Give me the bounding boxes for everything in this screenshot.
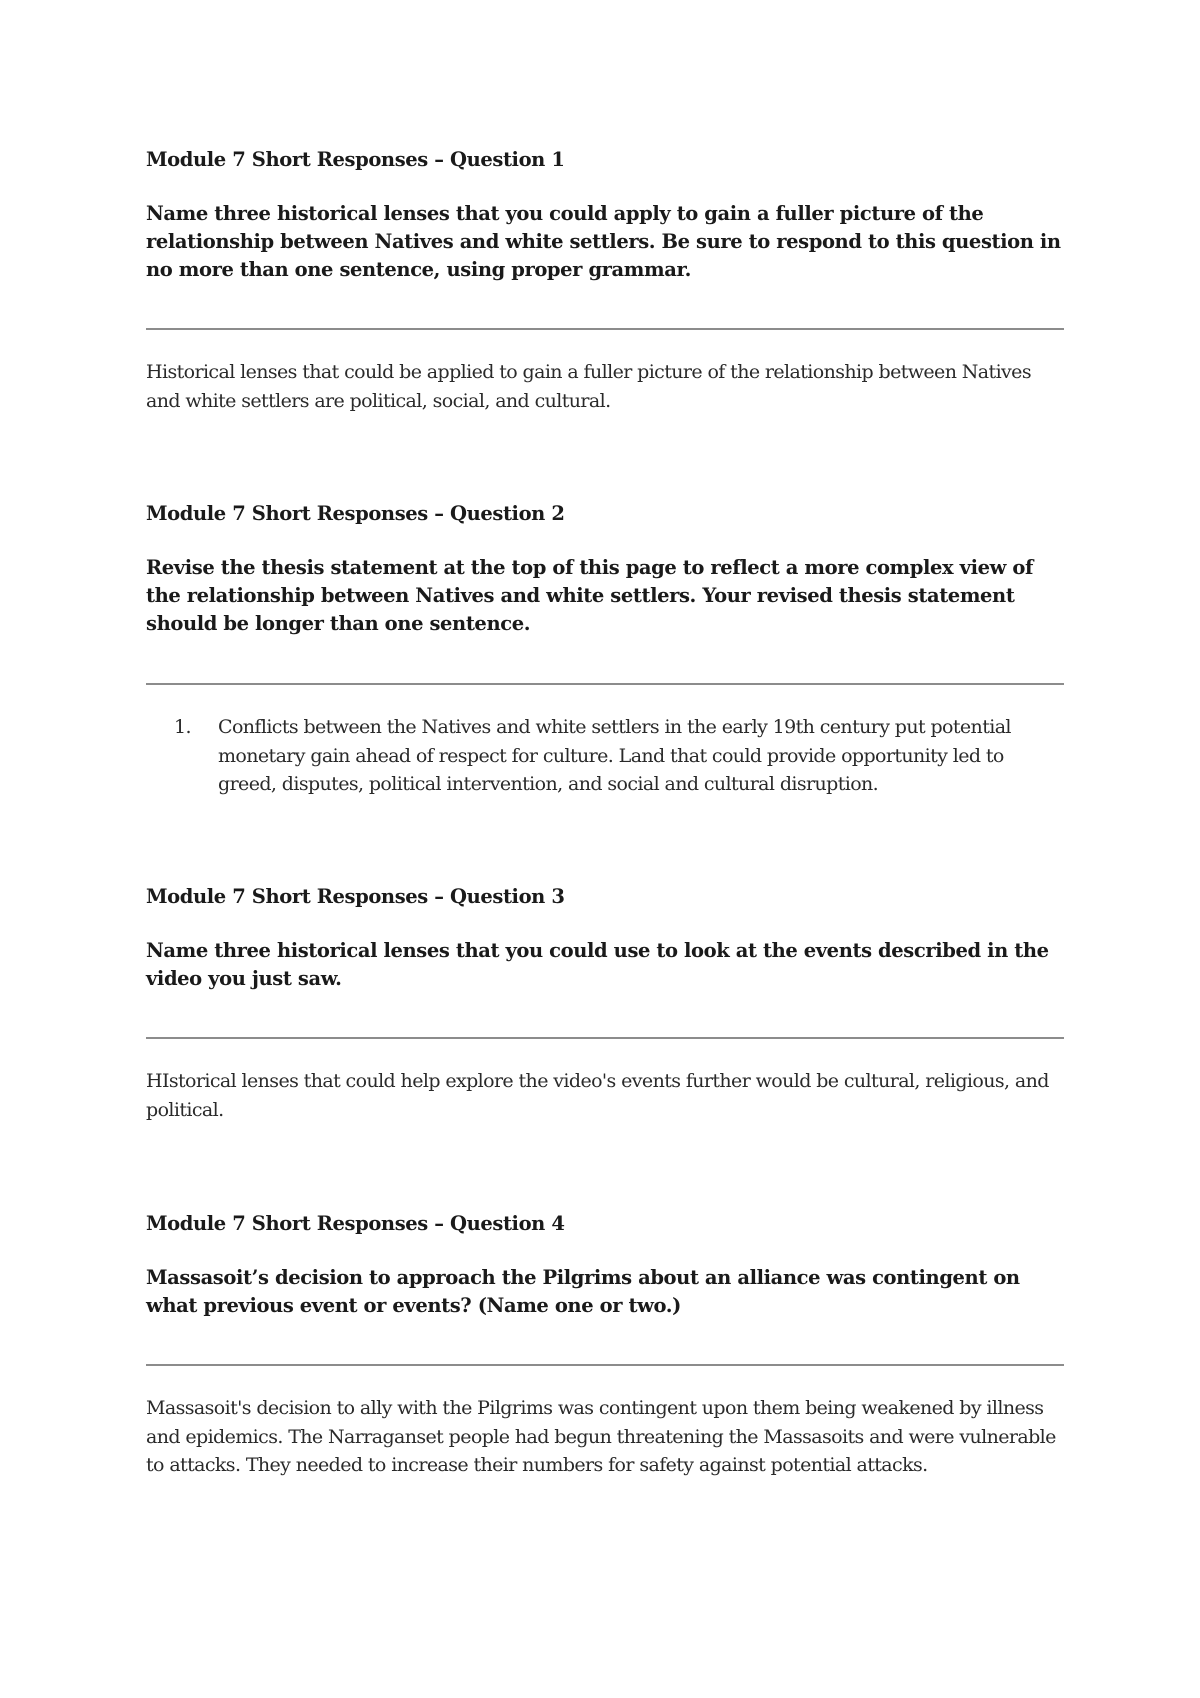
question-4-heading: Module 7 Short Responses – Question 4 <box>146 1212 565 1235</box>
question-1-divider <box>146 328 1064 330</box>
question-3-divider <box>146 1037 1064 1039</box>
question-1-answer[interactable]: Historical lenses that could be applied to gain a fuller picture of the relationship between Natives and white settlers are political, social, and cultural. <box>146 361 1031 412</box>
question-3-section <box>146 883 1064 993</box>
list-item[interactable] <box>146 713 1064 799</box>
question-2-prompt: Revise the thesis statement at the top of this page to reflect a more complex view of the relationship between Natives and white settlers. Your revised thesis statement should be longer than one sentence. <box>146 556 1033 635</box>
question-3-prompt: Name three historical lenses that you could use to look at the events described in the video you just saw. <box>146 939 1049 990</box>
question-1-prompt: Name three historical lenses that you could apply to gain a fuller picture of the relationship between Natives and white settlers. Be sure to respond to this question in no more than one sentence, using proper grammar. <box>146 202 1061 281</box>
question-4-divider <box>146 1364 1064 1366</box>
question-4-section <box>146 1210 1064 1320</box>
question-2-answer-list <box>146 713 1064 799</box>
question-2-heading: Module 7 Short Responses – Question 2 <box>146 502 565 525</box>
question-4-prompt: Massasoit’s decision to approach the Pilgrims about an alliance was contingent on what previous event or events? (Name one or two.) <box>146 1266 1020 1317</box>
question-3-answer[interactable]: HIstorical lenses that could help explore the video's events further would be cultural, religious, and political. <box>146 1070 1049 1121</box>
question-4-answer[interactable]: Massasoit's decision to ally with the Pilgrims was contingent upon them being weakened by illness and epidemics. The Narraganset people had begun threatening the Massasoits and were vulnerable to attacks. They needed to increase their numbers for safety against potential attacks. <box>146 1397 1056 1476</box>
question-1-heading: Module 7 Short Responses – Question 1 <box>146 148 565 171</box>
question-2-divider <box>146 683 1064 685</box>
list-item-number: 1. <box>174 716 191 738</box>
question-2-answer: Conflicts between the Natives and white settlers in the early 19th century put potential monetary gain ahead of respect for culture. Land that could provide opportunity led to greed, disputes, political intervention, and social and cultural disruption. <box>218 716 1011 795</box>
question-2-section <box>146 500 1064 638</box>
question-1-section <box>146 146 1064 284</box>
question-3-heading: Module 7 Short Responses – Question 3 <box>146 885 565 908</box>
